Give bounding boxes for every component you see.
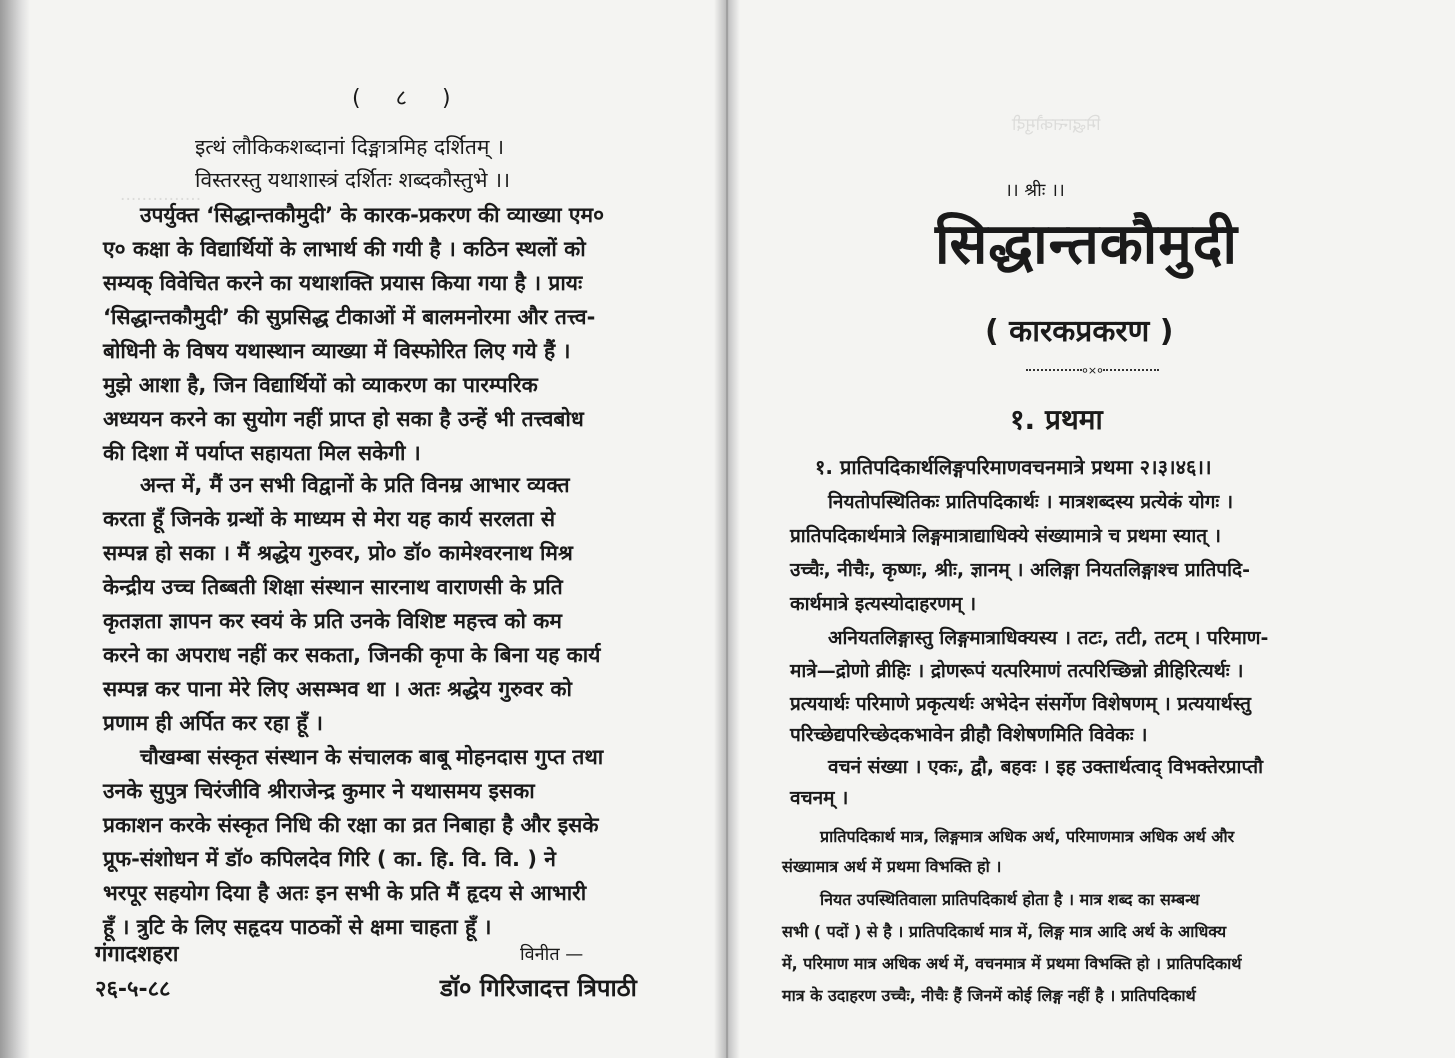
ornament-glyph: ०×० <box>1082 364 1103 377</box>
text-line: सम्पन्न कर पाना मेरे लिए असम्भव था । अतः श्रद्धेय गुरुवर को <box>103 677 572 701</box>
left-page <box>0 0 722 1058</box>
text-line: चौखम्बा संस्कृत संस्थान के संचालक बाबू मोहनदास गुप्त तथा <box>140 745 604 769</box>
author-signature: डॉ० गिरिजादत्त त्रिपाठी <box>440 974 637 1002</box>
text-line: मात्र के उदाहरण उच्चैः, नीचैः हैं जिनमें कोई लिङ्ग नहीं है । प्रातिपदिकार्थ <box>782 986 1196 1005</box>
text-line: सम्यक् विवेचित करने का यथाशक्ति प्रयास किया गया है । प्रायः <box>103 271 583 295</box>
text-line: नियतोपस्थितिकः प्रातिपदिकार्थः । मात्रशब्दस्य प्रत्येकं योगः । <box>828 491 1234 513</box>
text-line: ‘सिद्धान्तकौमुदी’ की सुप्रसिद्ध टीकाओं में बालमनोरमा और तत्त्व- <box>103 305 596 329</box>
text-line: ए० कक्षा के विद्यार्थियों के लाभार्थ की गयी है । कठिन स्थलों को <box>103 237 586 261</box>
verse-line: इत्थं लौकिकशब्दानां दिङ्मात्रमिह दर्शितम् । <box>195 135 505 159</box>
text-line: प्रत्ययार्थः परिमाणे प्रकृत्यर्थः अभेदेन संसर्गेण विशेषणम् । प्रत्ययार्थस्तु <box>790 693 1251 715</box>
text-line: वचनं संख्या । एकः, द्वौ, बहवः । इह उक्तार्थत्वाद् विभक्तेरप्राप्तौ <box>828 756 1264 778</box>
text-line: बोधिनी के विषय यथास्थान व्याख्या में विस्फोरित लिए गये हैं । <box>103 339 571 363</box>
sutra: १. प्रातिपदिकार्थलिङ्गपरिमाणवचनमात्रे प्रथमा २।३।४६।। <box>815 455 1212 479</box>
section-heading: १. प्रथमा <box>1010 403 1103 436</box>
vinit-label: विनीत — <box>520 944 584 965</box>
page-number: ( ८ ) <box>352 86 465 111</box>
page-edge-shadow <box>0 0 30 1058</box>
text-line: अनियतलिङ्गास्तु लिङ्गमात्राधिक्यस्य । तटः, तटी, तटम् । परिमाण- <box>828 627 1269 649</box>
date: २६-५-८८ <box>95 977 171 1002</box>
text-line: प्रकाशन करके संस्कृत निधि की रक्षा का व्रत निबाहा है और इसके <box>103 813 599 837</box>
text-line: कृतज्ञता ज्ञापन कर स्वयं के प्रति उनके विशिष्ट महत्त्व को कम <box>103 609 562 633</box>
text-line: में, परिमाण मात्र अधिक अर्थ में, वचनमात्र में प्रथमा विभक्ति हो । प्रातिपदिकार्थ <box>782 954 1242 973</box>
text-line: संख्यामात्र अर्थ में प्रथमा विभक्ति हो । <box>782 857 1002 876</box>
text-line: नियत उपस्थितिवाला प्रातिपदिकार्थ होता है । मात्र शब्द का सम्बन्ध <box>820 890 1200 909</box>
ornament-divider <box>1010 364 1175 378</box>
book-title: सिद्धान्तकौमुदी <box>935 212 1239 277</box>
bleed-through: ··············· <box>120 190 202 210</box>
text-line: मात्रे—द्रोणो व्रीहिः । द्रोणरूपं यत्परिमाणं तत्परिच्छिन्नो व्रीहिरित्यर्थः । <box>790 660 1244 682</box>
text-line: केन्द्रीय उच्च तिब्बती शिक्षा संस्थान सारनाथ वाराणसी के प्रति <box>103 575 563 599</box>
verse-line: विस्तरस्तु यथाशास्त्रं दर्शितः शब्दकौस्तुभे ।। <box>195 168 511 192</box>
book-subtitle: ( कारकप्रकरण ) <box>985 314 1174 349</box>
text-line: सम्पन्न हो सका । मैं श्रद्धेय गुरुवर, प्रो० डॉ० कामेश्वरनाथ मिश्र <box>103 541 573 565</box>
text-line: उनके सुपुत्र चिरंजीवि श्रीराजेन्द्र कुमार ने यथासमय इसका <box>103 779 535 803</box>
place: गंगादशहरा <box>95 942 179 967</box>
text-line: प्रातिपदिकार्थमात्रे लिङ्गमात्राद्याधिक्ये संख्यामात्रे च प्रथमा स्यात् । <box>790 525 1221 547</box>
text-line: भरपूर सहयोग दिया है अतः इन सभी के प्रति मैं हृदय से आभारी <box>103 881 587 905</box>
text-line: अन्त में, मैं उन सभी विद्वानों के प्रति विनम्र आभार व्यक्त <box>140 473 570 497</box>
text-line: प्रूफ-संशोधन में डॉ० कपिलदेव गिरि ( का. हि. वि. वि. ) ने <box>103 847 556 871</box>
text-line: करने का अपराध नहीं कर सकता, जिनकी कृपा के बिना यह कार्य <box>103 643 601 667</box>
bleed-through: मिद्धान्तकौमुदी <box>1012 115 1101 135</box>
text-line: प्रातिपदिकार्थ मात्र, लिङ्गमात्र अधिक अर्थ, परिमाणमात्र अधिक अर्थ और <box>820 827 1235 846</box>
text-line: उपर्युक्त ‘सिद्धान्तकौमुदी’ के कारक-प्रकरण की व्याख्या एम० <box>140 203 605 227</box>
text-line: परिच्छेद्यपरिच्छेदकभावेन व्रीहौ विशेषणमिति विवेकः । <box>790 724 1148 746</box>
text-line: कार्थमात्रे इत्यस्योदाहरणम् । <box>790 593 977 615</box>
text-line: सभी ( पदों ) से है । प्रातिपदिकार्थ मात्र में, लिङ्ग मात्र आदि अर्थ के आधिक्य <box>782 922 1227 941</box>
text-line: प्रणाम ही अर्पित कर रहा हूँ । <box>103 711 323 735</box>
text-line: करता हूँ जिनके ग्रन्थों के माध्यम से मेरा यह कार्य सरलता से <box>103 507 556 531</box>
text-line: की दिशा में पर्याप्त सहायता मिल सकेगी । <box>103 441 421 465</box>
text-line: मुझे आशा है, जिन विद्यार्थियों को व्याकरण का पारम्परिक <box>103 373 538 397</box>
text-line: अध्ययन करने का सुयोग नहीं प्राप्त हो सका है उन्हें भी तत्त्वबोध <box>103 407 584 431</box>
book-gutter <box>714 0 740 1058</box>
invocation: ।। श्रीः ।। <box>1005 180 1065 201</box>
text-line: उच्चैः, नीचैः, कृष्णः, श्रीः, ज्ञानम् । अलिङ्गा नियतलिङ्गाश्च प्रातिपदि- <box>790 559 1250 581</box>
text-line: वचनम् । <box>790 787 849 809</box>
text-line: हूँ । त्रुटि के लिए सहृदय पाठकों से क्षमा चाहता हूँ । <box>103 915 492 939</box>
